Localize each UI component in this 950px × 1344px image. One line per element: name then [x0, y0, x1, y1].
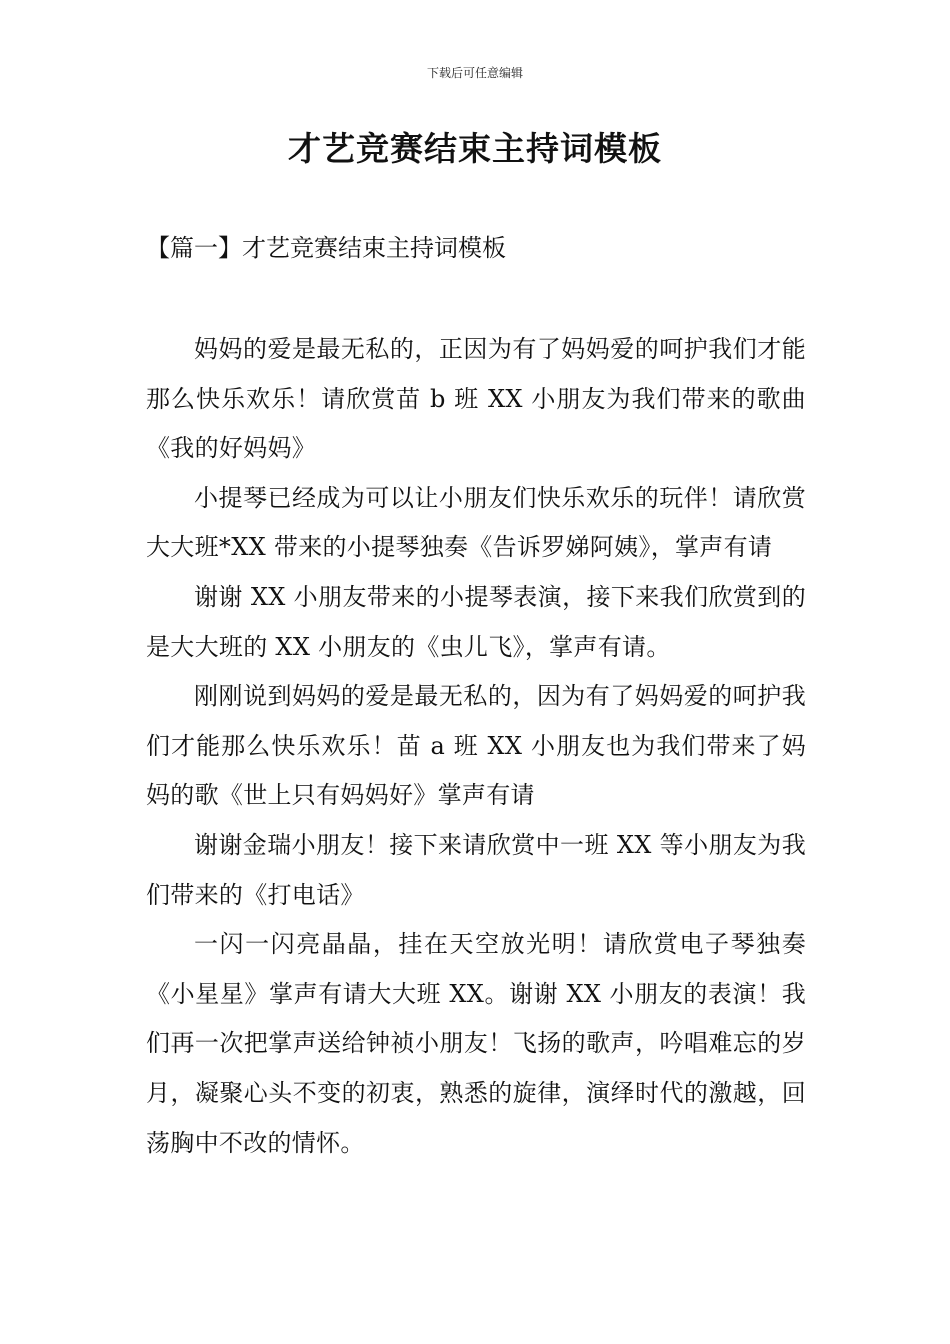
paragraph: 小提琴已经成为可以让小朋友们快乐欢乐的玩伴！请欣赏大大班*XX 带来的小提琴独奏《告诉罗娣阿姨》，掌声有请 [146, 483, 806, 562]
body-text [146, 325, 806, 1168]
paragraph: 刚刚说到妈妈的爱是最无私的，因为有了妈妈爱的呵护我们才能那么快乐欢乐！苗 a 班 XX 小朋友也为我们带来了妈妈的歌《世上只有妈妈好》掌声有请 [146, 682, 806, 810]
paragraph: 妈妈的爱是最无私的，正因为有了妈妈爱的呵护我们才能那么快乐欢乐！请欣赏苗 b 班 XX 小朋友为我们带来的歌曲《我的好妈妈》 [146, 335, 806, 463]
paragraph: 谢谢 XX 小朋友带来的小提琴表演，接下来我们欣赏到的是大大班的 XX 小朋友的《虫儿飞》，掌声有请。 [146, 582, 806, 661]
document-title: 才艺竞赛结束主持词模板 [288, 129, 662, 168]
section-heading: 【篇一】才艺竞赛结束主持词模板 [146, 234, 506, 262]
header-note: 下载后可任意编辑 [426, 66, 523, 80]
paragraph: 谢谢金瑞小朋友！接下来请欣赏中一班 XX 等小朋友为我们带来的《打电话》 [146, 830, 806, 909]
paragraph: 一闪一闪亮晶晶，挂在天空放光明！请欣赏电子琴独奏《小星星》掌声有请大大班 XX。谢谢 XX 小朋友的表演！我们再一次把掌声送给钟祯小朋友！飞扬的歌声，吟唱难忘的岁月，凝聚心头不变的初衷，熟悉的旋律，演绎时代的激越，回荡胸中不改的情怀。 [146, 930, 806, 1157]
